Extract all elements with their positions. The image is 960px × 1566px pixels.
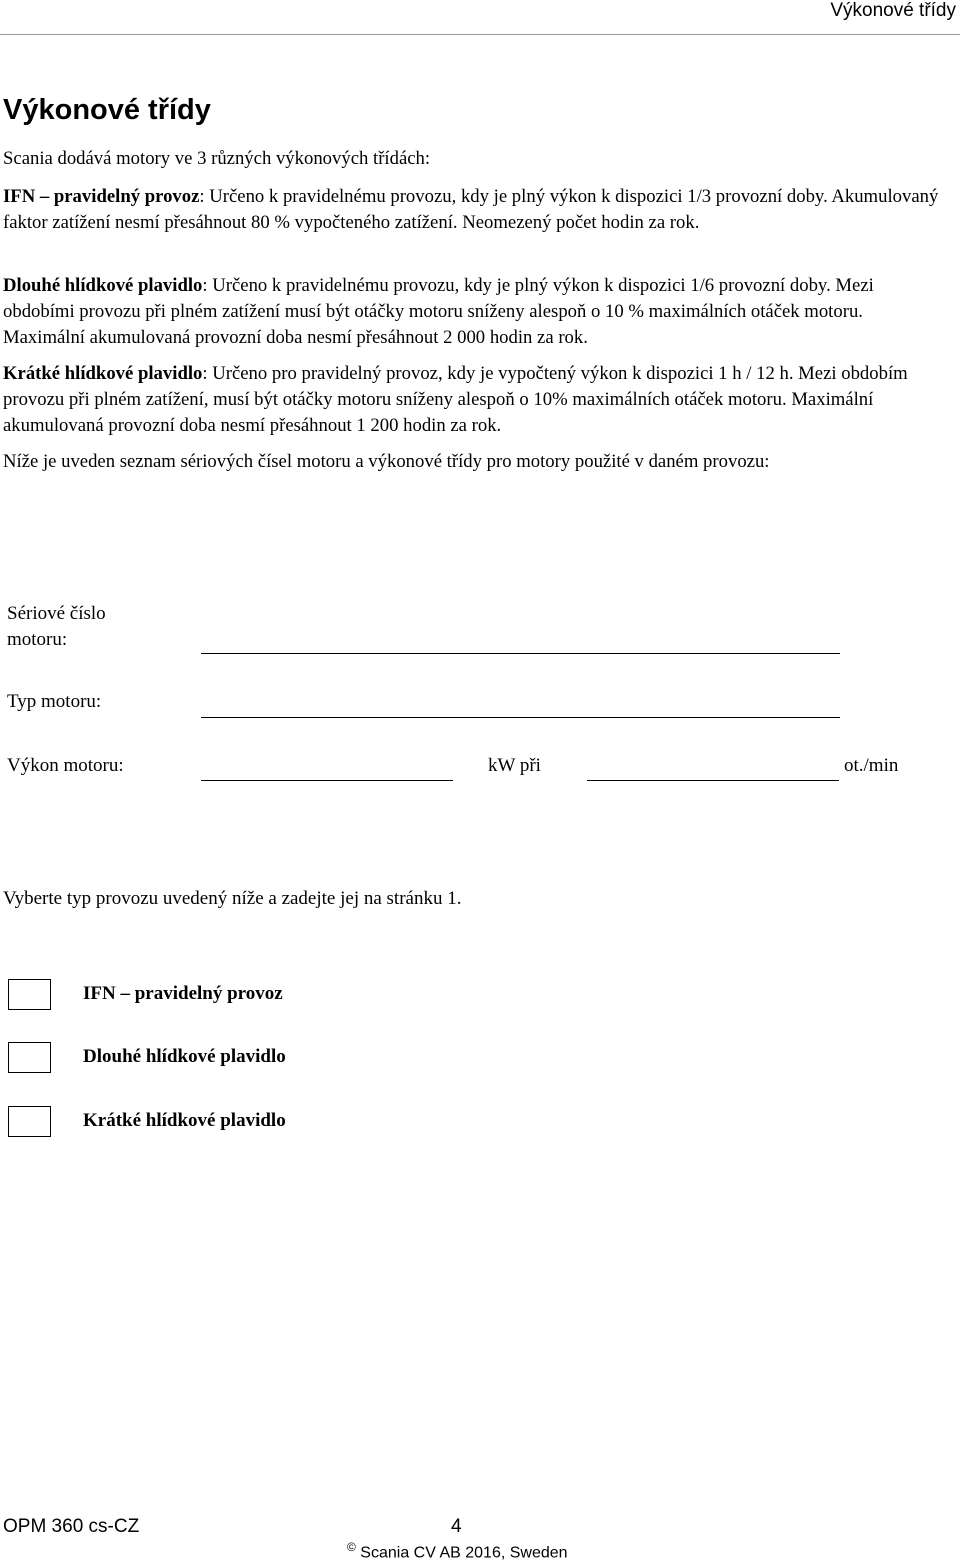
footer-doc-code: OPM 360 cs-CZ <box>3 1516 140 1537</box>
power-label: Výkon motoru: <box>7 755 124 776</box>
option-ifn-label: IFN – pravidelný provoz <box>83 983 283 1004</box>
serial-label-line1: Sériové číslo <box>7 603 106 624</box>
running-header: Výkonové třídy <box>830 0 956 21</box>
intro-text: Scania dodává motory ve 3 různých výkonových třídách: <box>3 148 431 169</box>
class-ifn-description: : Určeno k pravidelnému provozu, kdy je plný výkon k dispozici 1/3 provozní doby. Akumulovaný faktor zatížení nesmí přesáhnout 80 % vypočteného zatížení. Neomezený počet hodin za rok. <box>3 186 939 233</box>
copyright-text: Scania CV AB 2016, Sweden <box>360 1544 568 1562</box>
list-intro: Níže je uveden seznam sériových čísel motoru a výkonové třídy pro motory použité v daném provozu: <box>3 451 770 472</box>
serial-label <box>7 601 106 653</box>
checkbox-ifn[interactable] <box>8 979 51 1010</box>
option-long-patrol-label: Dlouhé hlídkové plavidlo <box>83 1046 286 1067</box>
class-ifn <box>3 184 948 236</box>
class-short-patrol-description: : Určeno pro pravidelný provoz, kdy je vypočtený výkon k dispozici 1 h / 12 h. Mezi obdobím provozu při plném zatížení, musí být otáčky motoru sníženy alespoň o 10% maximálních otáček motoru. Maximální akumulovaná provozní doba nesmí přesáhnout 1 200 hodin za rok. <box>3 363 908 436</box>
class-long-patrol-name: Dlouhé hlídkové plavidlo <box>3 275 203 296</box>
checkbox-long-patrol[interactable] <box>8 1042 51 1073</box>
option-short-patrol-label: Krátké hlídkové plavidlo <box>83 1110 286 1131</box>
instruction-text: Vyberte typ provozu uvedený níže a zadejte jej na stránku 1. <box>3 888 462 909</box>
class-short-patrol <box>3 361 948 439</box>
kw-label: kW při <box>488 755 541 776</box>
copyright-symbol: © <box>347 1540 356 1554</box>
class-long-patrol-description: : Určeno k pravidelnému provozu, kdy je plný výkon k dispozici 1/6 provozní doby. Mezi obdobími provozu při plném zatížení musí být otáčky motoru sníženy alespoň o 10 % maximálních otáček motoru. Maximální akumulovaná provozní doba nesmí přesáhnout 2 000 hodin za rok. <box>3 275 874 348</box>
power-input-line[interactable] <box>201 780 453 781</box>
class-short-patrol-name: Krátké hlídkové plavidlo <box>3 363 203 384</box>
serial-input-line[interactable] <box>201 653 840 654</box>
footer-copyright <box>347 1540 568 1562</box>
rpm-label: ot./min <box>844 755 899 776</box>
serial-label-line2: motoru: <box>7 629 68 650</box>
rpm-input-line[interactable] <box>587 780 839 781</box>
class-ifn-name: IFN – pravidelný provoz <box>3 186 200 207</box>
page-title: Výkonové třídy <box>3 94 211 126</box>
footer-page-number: 4 <box>451 1516 462 1537</box>
header-rule <box>0 34 960 35</box>
checkbox-short-patrol[interactable] <box>8 1106 51 1137</box>
type-label: Typ motoru: <box>7 691 102 712</box>
class-long-patrol <box>3 273 948 351</box>
type-input-line[interactable] <box>201 717 840 718</box>
